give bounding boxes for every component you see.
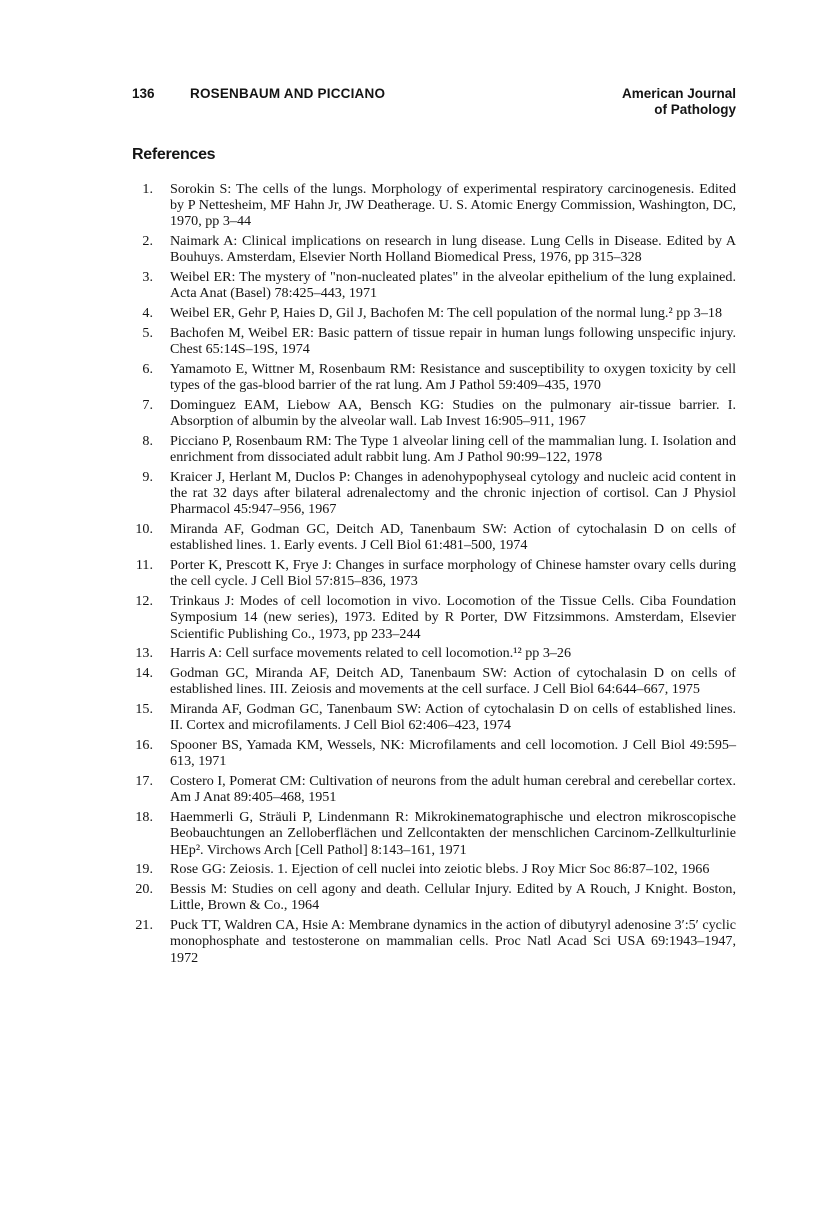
reference-item bbox=[132, 701, 736, 733]
reference-item bbox=[132, 181, 736, 230]
reference-number: 6. bbox=[142, 361, 153, 377]
reference-number: 17. bbox=[135, 773, 153, 790]
reference-item bbox=[132, 233, 736, 265]
reference-text: Miranda AF, Godman GC, Deitch AD, Tanenbaum SW: Action of cytochalasin D on cells of established lines. 1. Early events. J Cell Biol 61:481–500, 1974 bbox=[170, 521, 736, 554]
reference-item bbox=[132, 361, 736, 393]
references-list bbox=[132, 181, 736, 969]
reference-number: 19. bbox=[135, 861, 153, 878]
reference-item bbox=[132, 557, 736, 589]
reference-text: Costero I, Pomerat CM: Cultivation of neurons from the adult human cerebral and cerebellar cortex. Am J Anat 89:405–468, 1951 bbox=[170, 773, 736, 806]
reference-number: 1. bbox=[142, 181, 153, 197]
page-number: 136 bbox=[132, 86, 155, 101]
reference-number: 14. bbox=[135, 665, 153, 682]
reference-text: Rose GG: Zeiosis. 1. Ejection of cell nuclei into zeiotic blebs. J Roy Micr Soc 86:87–102, 1966 bbox=[170, 861, 710, 878]
reference-text: Godman GC, Miranda AF, Deitch AD, Tanenbaum SW: Action of cytochalasin D on cells of established lines. III. Zeiosis and movements at the cell surface. J Cell Biol 64:644–667, 1975 bbox=[170, 665, 736, 698]
reference-item bbox=[132, 917, 736, 966]
reference-text: Spooner BS, Yamada KM, Wessels, NK: Microfilaments and cell locomotion. J Cell Biol 49:595–613, 1971 bbox=[170, 737, 736, 770]
reference-number: 3. bbox=[142, 269, 153, 286]
reference-text: Naimark A: Clinical implications on research in lung disease. Lung Cells in Disease. Edited by A Bouhuys. Amsterdam, Elsevier North Holland Biomedical Press, 1976, pp 315–328 bbox=[170, 233, 736, 266]
reference-number: 12. bbox=[135, 593, 153, 610]
reference-text: Sorokin S: The cells of the lungs. Morphology of experimental respiratory carcinogenesis. Edited by P Nettesheim, MF Hahn Jr, JW Deatherage. U. S. Atomic Energy Commission, Washington, DC, 1970, pp 3–44 bbox=[170, 181, 736, 230]
reference-item bbox=[132, 665, 736, 697]
reference-item bbox=[132, 645, 736, 661]
reference-text: Bachofen M, Weibel ER: Basic pattern of tissue repair in human lungs following unspecific injury. Chest 65:14S–19S, 1974 bbox=[170, 325, 736, 358]
reference-number: 4. bbox=[142, 305, 153, 322]
reference-item bbox=[132, 325, 736, 357]
reference-item bbox=[132, 773, 736, 805]
reference-text: Weibel ER, Gehr P, Haies D, Gil J, Bachofen M: The cell population of the normal lung.² pp 3–18 bbox=[170, 305, 722, 322]
reference-text: Dominguez EAM, Liebow AA, Bensch KG: Studies on the pulmonary air-tissue barrier. I. Absorption of albumin by the alveolar wall. Lab Invest 16:905–911, 1967 bbox=[170, 397, 736, 430]
reference-number: 13. bbox=[135, 645, 153, 662]
reference-number: 9. bbox=[142, 469, 153, 485]
reference-item bbox=[132, 809, 736, 858]
references-heading: References bbox=[132, 146, 216, 163]
reference-number: 20. bbox=[135, 881, 153, 898]
reference-number: 21. bbox=[135, 917, 153, 934]
reference-number: 15. bbox=[135, 701, 153, 718]
reference-item bbox=[132, 593, 736, 642]
running-title: ROSENBAUM AND PICCIANO bbox=[190, 86, 386, 101]
reference-item bbox=[132, 469, 736, 518]
reference-number: 7. bbox=[142, 397, 153, 413]
reference-text: Trinkaus J: Modes of cell locomotion in vivo. Locomotion of the Tissue Cells. Ciba Foundation Symposium 14 (new series), 1973. Edited by R Porter, DW Fitzsimmons. Amsterdam, Elsevier Scientific Publishing Co., 1973, pp 233–244 bbox=[170, 593, 736, 642]
reference-text: Yamamoto E, Wittner M, Rosenbaum RM: Resistance and susceptibility to oxygen toxicity by cell types of the gas-blood barrier of the rat lung. Am J Pathol 59:409–435, 1970 bbox=[170, 361, 736, 394]
reference-text: Kraicer J, Herlant M, Duclos P: Changes in adenohypophyseal cytology and nucleic acid content in the rat 32 days after bilateral adrenalectomy and the chronic injection of cortisol. Can J Physiol Pharmacol 45:947–956, 1967 bbox=[170, 469, 736, 518]
reference-item bbox=[132, 305, 736, 321]
reference-number: 5. bbox=[142, 325, 153, 341]
journal-name-line-2: of Pathology bbox=[654, 102, 736, 117]
reference-item bbox=[132, 881, 736, 913]
reference-number: 10. bbox=[135, 521, 153, 538]
reference-text: Puck TT, Waldren CA, Hsie A: Membrane dynamics in the action of dibutyryl adenosine 3′:5′ cyclic monophosphate and testosterone on mammalian cells. Proc Natl Acad Sci USA 69:1943–1947, 1972 bbox=[170, 917, 736, 966]
reference-text: Bessis M: Studies on cell agony and death. Cellular Injury. Edited by A Rouch, J Knight. Boston, Little, Brown & Co., 1964 bbox=[170, 881, 736, 914]
reference-item bbox=[132, 397, 736, 429]
journal-name bbox=[622, 86, 736, 118]
reference-number: 11. bbox=[135, 557, 153, 574]
reference-number: 8. bbox=[142, 433, 153, 449]
reference-number: 16. bbox=[135, 737, 153, 754]
reference-number: 2. bbox=[142, 233, 153, 250]
reference-item bbox=[132, 521, 736, 553]
running-header bbox=[132, 86, 736, 120]
reference-text: Miranda AF, Godman GC, Tanenbaum SW: Action of cytochalasin D on cells of established lines. II. Cortex and microfilaments. J Cell Biol 62:406–423, 1974 bbox=[170, 701, 736, 734]
journal-name-line-1: American Journal bbox=[621, 86, 736, 101]
reference-text: Picciano P, Rosenbaum RM: The Type 1 alveolar lining cell of the mammalian lung. I. Isolation and enrichment from dissociated adult rabbit lung. Am J Pathol 90:99–122, 1978 bbox=[170, 433, 736, 466]
reference-item bbox=[132, 737, 736, 769]
reference-number: 18. bbox=[135, 809, 153, 826]
reference-text: Weibel ER: The mystery of "non-nucleated plates" in the alveolar epithelium of the lung explained. Acta Anat (Basel) 78:425–443, 1971 bbox=[170, 269, 736, 302]
reference-item bbox=[132, 269, 736, 301]
reference-text: Porter K, Prescott K, Frye J: Changes in surface morphology of Chinese hamster ovary cells during the cell cycle. J Cell Biol 57:815–836, 1973 bbox=[170, 557, 736, 590]
reference-text: Haemmerli G, Sträuli P, Lindenmann R: Mikrokinematographische und electron mikroscopische Beobauchtungen an Zelloberflächen und Zellcontakten der menschlichen Carcinom-Zellkulturlinie HEp². Virchows Arch [Cell Pathol] 8:143–161, 1971 bbox=[170, 809, 736, 858]
reference-text: Harris A: Cell surface movements related to cell locomotion.¹² pp 3–26 bbox=[170, 645, 572, 662]
reference-item bbox=[132, 861, 736, 877]
reference-item bbox=[132, 433, 736, 465]
